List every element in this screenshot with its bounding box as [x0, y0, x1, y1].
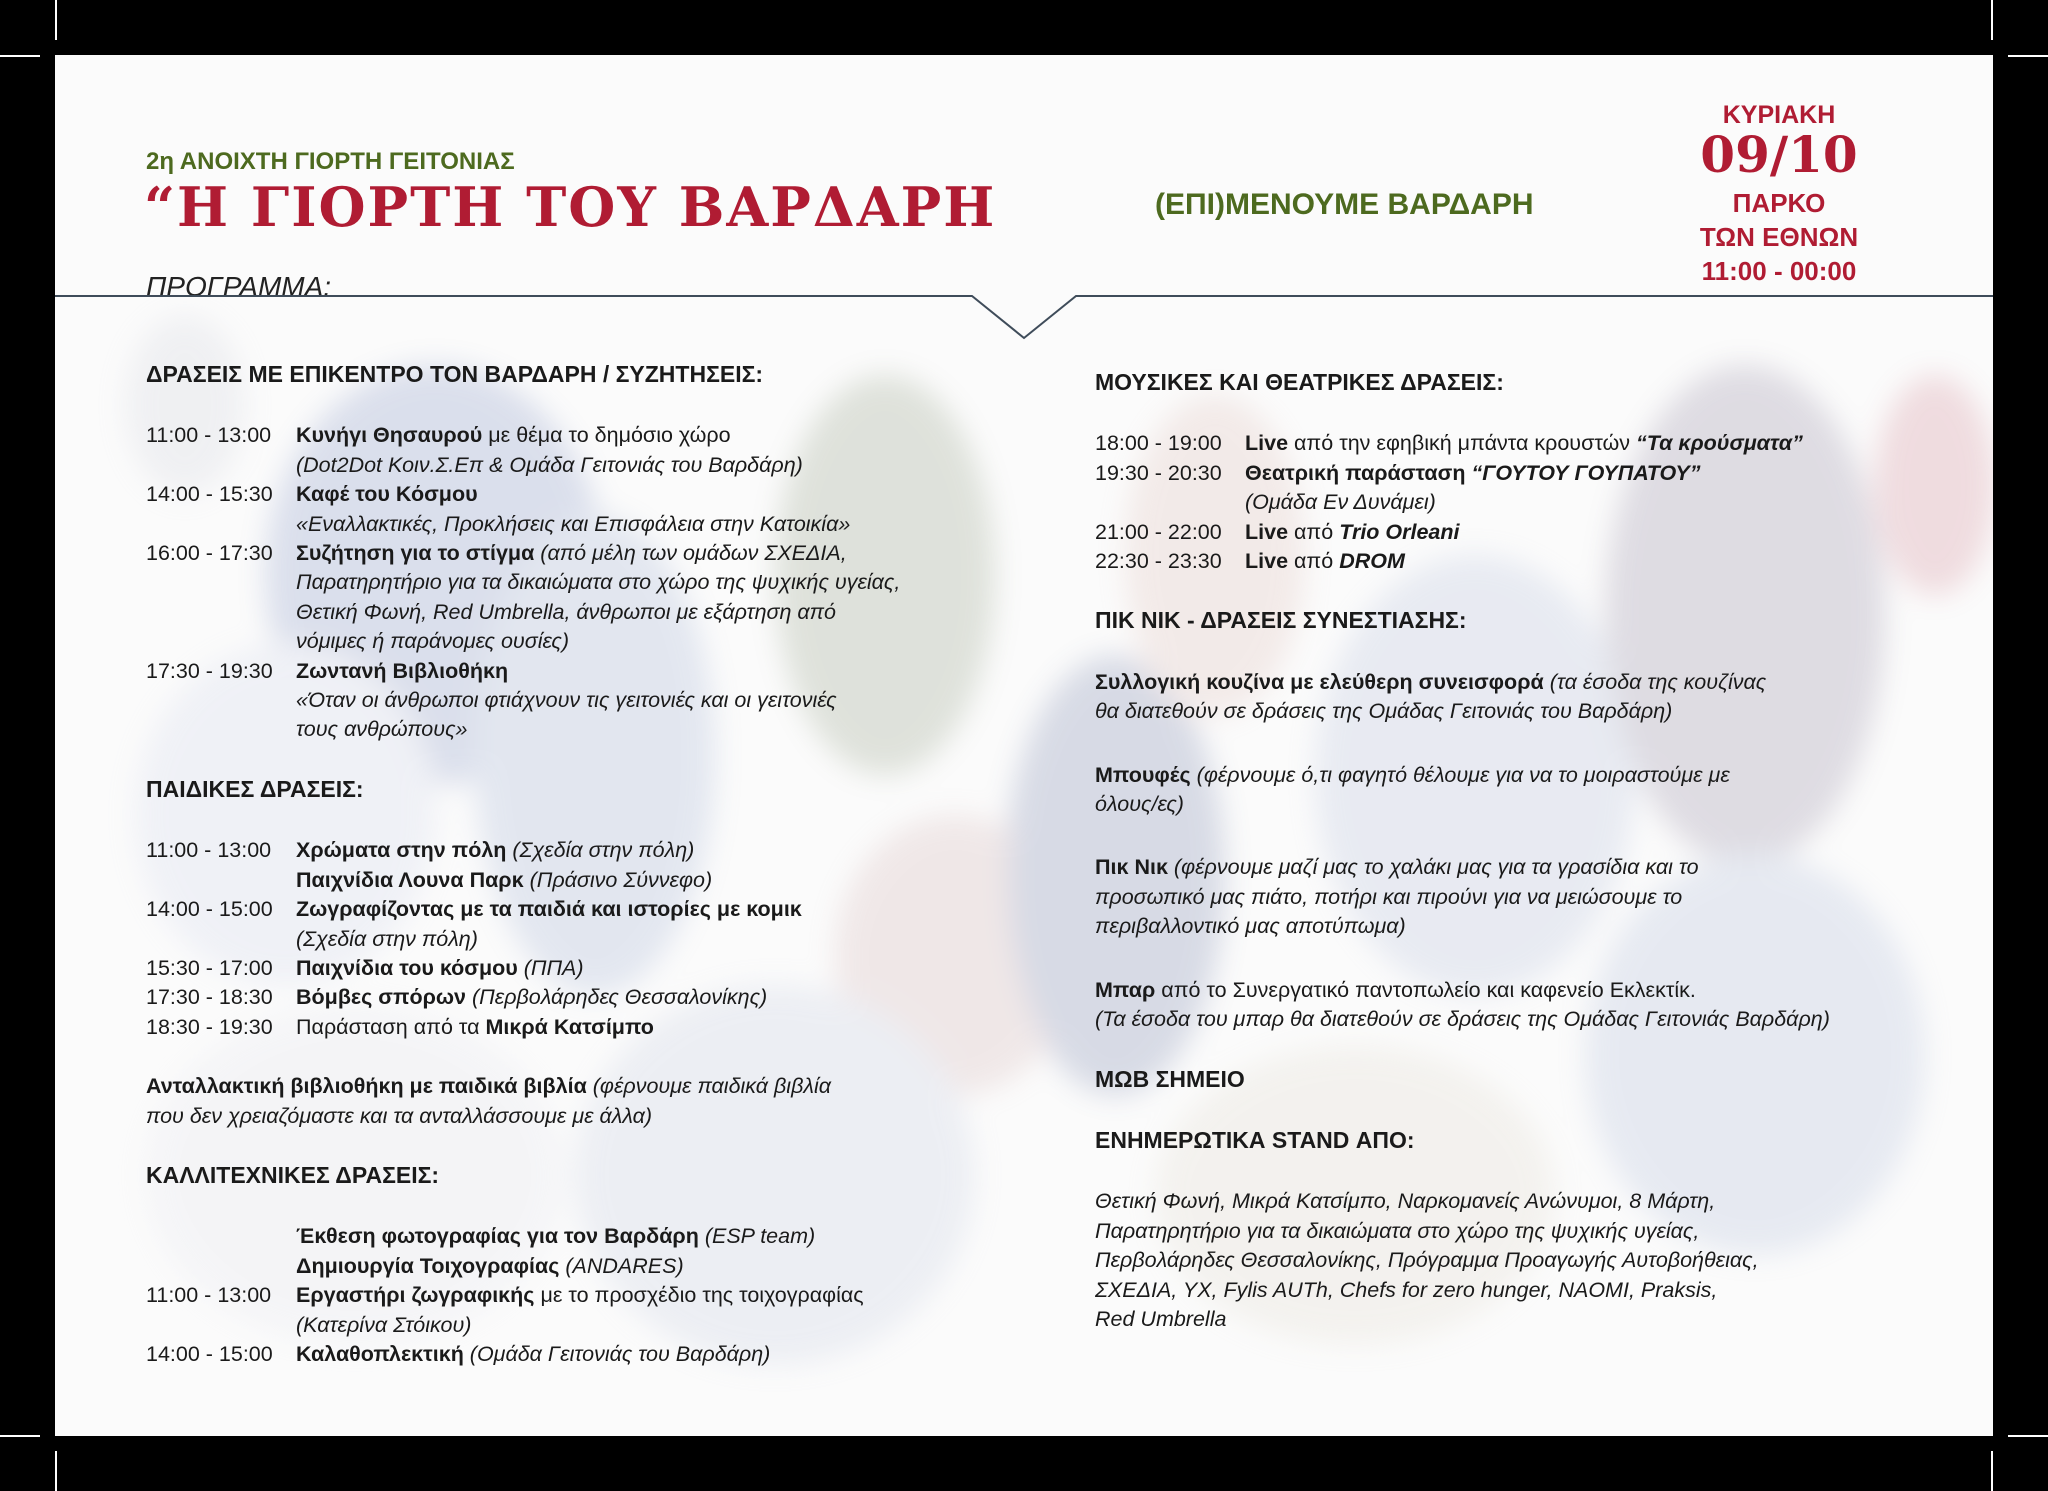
event-subtitle: 2η ΑΝΟΙΧΤΗ ΓΙΟΡΤΗ ΓΕΙΤΟΝΙΑΣ	[146, 148, 515, 175]
item-note: που δεν χρειαζόμαστε και τα ανταλλάσσουμε με άλλα)	[146, 1103, 653, 1128]
item-note: (Ομάδα Εν Δυνάμει)	[1245, 490, 1436, 515]
item-note: θα διατεθούν σε δράσεις της Ομάδας Γειτονιάς του Βαρδάρη)	[1095, 699, 1673, 724]
time: 14:00 - 15:30	[146, 482, 273, 507]
item-note: περιβαλλοντικό μας αποτύπωμα)	[1095, 914, 1406, 939]
crop-mark	[1991, 1451, 1993, 1491]
schedule-item	[146, 866, 1026, 895]
time: 18:00 - 19:00	[1095, 431, 1222, 456]
item-title: Κυνήγι Θησαυρού	[296, 423, 483, 448]
section-heading: ΜΟΥΣΙΚΕΣ ΚΑΙ ΘΕΑΤΡΙΚΕΣ ΔΡΑΣΕΙΣ:	[1095, 369, 1504, 395]
item-detail: (Σχεδία στην πόλη)	[506, 838, 695, 863]
item-title: Συλλογική κουζίνα με ελεύθερη συνεισφορά	[1095, 669, 1544, 694]
right-column	[1095, 368, 1993, 1334]
item-detail: από	[1288, 519, 1340, 544]
item-detail: (Περβολάρηδες Θεσσαλονίκης)	[466, 985, 768, 1010]
collective-kitchen	[1095, 668, 1993, 697]
time: 11:00 - 13:00	[146, 423, 272, 448]
time: 19:30 - 20:30	[1095, 460, 1222, 485]
schedule-item	[146, 1340, 1026, 1369]
item-note: (Dot2Dot Κοιν.Σ.Επ & Ομάδα Γειτονιάς του Βαρδάρη)	[296, 452, 803, 477]
item-note: προσωπικό μας πιάτο, ποτήρι και πιρούνι για να μειώσουμε το	[1095, 884, 1683, 909]
item-detail: με το προσχέδιο της τοιχογραφίας	[534, 1283, 864, 1308]
schedule-item	[1095, 459, 1993, 488]
section-heading: ΜΩΒ ΣΗΜΕΙΟ	[1095, 1065, 1245, 1092]
item-title: Χρώματα στην πόλη	[296, 838, 507, 863]
schedule-item	[1095, 518, 1993, 547]
poster	[55, 55, 1993, 1436]
program-label: ΠΡΟΓΡΑΜΜΑ:	[146, 271, 332, 302]
crop-mark	[2008, 55, 2048, 57]
schedule-item	[146, 983, 1026, 1012]
stand-list-line: Red Umbrella	[1095, 1306, 1227, 1331]
schedule-item	[146, 1252, 1026, 1281]
item-note: «Όταν οι άνθρωποι φτιάχνουν τις γειτονιές και οι γειτονιές	[296, 688, 837, 713]
item-title: Παιχνίδια Λουνα Παρκ	[296, 867, 524, 892]
item-detail: (φέρνουμε ό,τι φαγητό θέλουμε για να το μοιραστούμε με	[1190, 762, 1730, 787]
crop-mark	[1991, 0, 1993, 40]
time: 18:30 - 19:30	[146, 1014, 273, 1039]
buffet	[1095, 761, 1993, 790]
item-detail: Παράσταση από τα	[296, 1014, 486, 1039]
item-detail: (Πράσινο Σύννεφο)	[523, 867, 713, 892]
item-title: Συζήτηση για το στίγμα	[296, 541, 535, 566]
item-title: Μικρά Κατσίμπο	[485, 1014, 654, 1039]
item-title: Εργαστήρι ζωγραφικής	[296, 1283, 535, 1308]
crop-mark	[55, 1451, 57, 1491]
item-title: Live	[1245, 431, 1289, 456]
crop-mark	[0, 1435, 40, 1437]
schedule-item	[146, 539, 1026, 568]
item-note: «Εναλλακτικές, Προκλήσεις και Επισφάλεια στην Κατοικία»	[296, 511, 851, 536]
event-place: ΠΑΡΚΟ	[1732, 188, 1826, 218]
schedule-item	[146, 895, 1026, 924]
item-title: Δημιουργία Τοιχογραφίας	[296, 1253, 560, 1278]
section-heading: ΕΝΗΜΕΡΩΤΙΚΑ STAND ΑΠΟ:	[1095, 1126, 1415, 1153]
item-detail: (ESP team)	[698, 1224, 816, 1249]
item-highlight: DROM	[1339, 549, 1405, 574]
schedule-item	[1095, 429, 1993, 458]
section-heading: ΠΙΚ ΝΙΚ - ΔΡΑΣΕΙΣ ΣΥΝΕΣΤΙΑΣΗΣ:	[1095, 607, 1467, 634]
schedule-item	[146, 954, 1026, 983]
item-title: Live	[1245, 549, 1289, 574]
section-heading: ΔΡΑΣΕΙΣ ΜΕ ΕΠΙΚΕΝΤΡΟ ΤΟΝ ΒΑΡΔΑΡΗ / ΣΥΖΗΤΗΣΕΙΣ:	[146, 361, 764, 387]
item-highlight: “ΓΟΥΤΟΥ ΓΟΥΠΑΤΟΥ”	[1471, 460, 1701, 485]
item-note: όλους/ες)	[1095, 792, 1184, 817]
item-title: Ζωγραφίζοντας με τα παιδιά και ιστορίες με κομικ	[296, 897, 802, 922]
time: 21:00 - 22:00	[1095, 519, 1222, 544]
item-title: Καφέ του Κόσμου	[296, 482, 478, 507]
item-title: Μπαρ	[1095, 977, 1156, 1002]
item-highlight: Trio Orleani	[1339, 519, 1460, 544]
crop-mark	[0, 55, 40, 57]
event-title: “Η ΓΙΟΡΤΗ ΤΟΥ ΒΑΡΔΑΡΗ	[144, 175, 997, 239]
item-title: Ανταλλακτική βιβλιοθήκη με παιδικά βιβλία	[146, 1074, 587, 1099]
item-note: Παρατηρητήριο για τα δικαιώματα στο χώρο της ψυχικής υγείας,	[296, 570, 901, 595]
schedule-item	[1095, 547, 1993, 576]
item-detail: από την εφηβική μπάντα κρουστών	[1288, 431, 1637, 456]
stand-list-line: Περβολάρηδες Θεσσαλονίκης, Πρόγραμμα Προαγωγής Αυτοβοήθειας,	[1095, 1248, 1759, 1273]
section-heading: ΠΑΙΔΙΚΕΣ ΔΡΑΣΕΙΣ:	[146, 775, 364, 802]
item-detail: (Ομάδα Γειτονιάς του Βαρδάρη)	[463, 1341, 771, 1366]
schedule-item	[146, 421, 1026, 450]
item-detail: από το Συνεργατικό παντοπωλείο και καφενείο Εκλεκτίκ.	[1155, 977, 1696, 1002]
item-title: Παιχνίδια του κόσμου	[296, 955, 518, 980]
schedule-item	[146, 480, 1026, 509]
schedule-item	[146, 1013, 1026, 1042]
item-detail: (από μέλη των ομάδων ΣΧΕΔΙΑ,	[534, 541, 847, 566]
time: 17:30 - 18:30	[146, 985, 273, 1010]
item-detail: (φέρνουμε μαζί μας το χαλάκι μας για τα γρασίδια και το	[1167, 855, 1699, 880]
time: 16:00 - 17:30	[146, 541, 273, 566]
stand-list-line: ΣΧΕΔΙΑ, ΥΧ, Fylis AUTh, Chefs for zero hunger, NAOMI, Praksis,	[1095, 1277, 1718, 1302]
item-title: Βόμβες σπόρων	[296, 985, 467, 1010]
schedule-item	[146, 1222, 1026, 1251]
item-title: Καλαθοπλεκτική	[296, 1341, 464, 1366]
item-detail: από	[1288, 549, 1340, 574]
item-title: Live	[1245, 519, 1289, 544]
time: 14:00 - 15:00	[146, 897, 273, 922]
crop-mark	[55, 0, 57, 40]
event-place: ΤΩΝ ΕΘΝΩΝ	[1699, 222, 1859, 252]
item-note: νόμιμες ή παράνομες ουσίες)	[296, 629, 569, 654]
item-title: Μπουφές	[1095, 762, 1191, 787]
schedule-item	[146, 836, 1026, 865]
schedule-item	[146, 657, 1026, 686]
time: 15:30 - 17:00	[146, 955, 273, 980]
item-detail: (ΠΠΑ)	[517, 955, 584, 980]
picnic	[1095, 853, 1993, 882]
item-detail: (ANDARES)	[559, 1253, 684, 1278]
time: 11:00 - 13:00	[146, 838, 272, 863]
item-detail: (τα έσοδα της κουζίνας	[1543, 669, 1767, 694]
item-note: (Κατερίνα Στόικου)	[296, 1312, 472, 1337]
schedule-item	[146, 1281, 1026, 1310]
event-date: 09/10	[1700, 125, 1858, 184]
event-day: ΚΥΡΙΑΚΗ	[1722, 101, 1836, 129]
item-title: Θεατρική παράσταση	[1245, 460, 1466, 485]
stand-list-line: Παρατηρητήριο για τα δικαιώματα στο χώρο της ψυχικής υγείας,	[1095, 1218, 1700, 1243]
slogan: (ΕΠΙ)ΜΕΝΟΥΜΕ ΒΑΡΔΑΡΗ	[1155, 188, 1534, 221]
item-highlight: “Τα κρούσματα”	[1636, 431, 1803, 456]
item-note: Θετική Φωνή, Red Umbrella, άνθρωποι με εξάρτηση από	[296, 599, 836, 624]
item-title: Ζωντανή Βιβλιοθήκη	[296, 658, 509, 683]
item-note: (Σχεδία στην πόλη)	[296, 926, 478, 951]
section-heading: ΚΑΛΛΙΤΕΧΝΙΚΕΣ ΔΡΑΣΕΙΣ:	[146, 1161, 440, 1188]
item-note: τους ανθρώπους»	[296, 717, 468, 742]
bar	[1095, 976, 1993, 1005]
time: 17:30 - 19:30	[146, 658, 273, 683]
item-detail: (φέρνουμε παιδικά βιβλία	[586, 1074, 831, 1099]
time	[146, 1252, 296, 1281]
time: 14:00 - 15:00	[146, 1341, 273, 1366]
book-swap	[146, 1072, 1026, 1101]
event-info	[1657, 100, 1901, 288]
crop-mark	[2008, 1435, 2048, 1437]
time	[146, 1222, 296, 1251]
item-note: (Τα έσοδα του μπαρ θα διατεθούν σε δράσεις της Ομάδας Γειτονιάς Βαρδάρη)	[1095, 1007, 1830, 1032]
left-column	[146, 360, 1026, 1369]
item-title: Έκθεση φωτογραφίας για τον Βαρδάρη	[296, 1224, 699, 1249]
time: 11:00 - 13:00	[146, 1283, 272, 1308]
divider-chevron	[55, 295, 1993, 365]
event-hours: 11:00 - 00:00	[1701, 256, 1857, 286]
item-title: Πικ Νικ	[1095, 855, 1168, 880]
time: 22:30 - 23:30	[1095, 549, 1222, 574]
time	[146, 866, 296, 895]
stand-list-line: Θετική Φωνή, Μικρά Κατσίμπο, Ναρκομανείς Ανώνυμοι, 8 Μάρτη,	[1095, 1189, 1716, 1214]
item-detail: με θέμα το δημόσιο χώρο	[482, 423, 731, 448]
